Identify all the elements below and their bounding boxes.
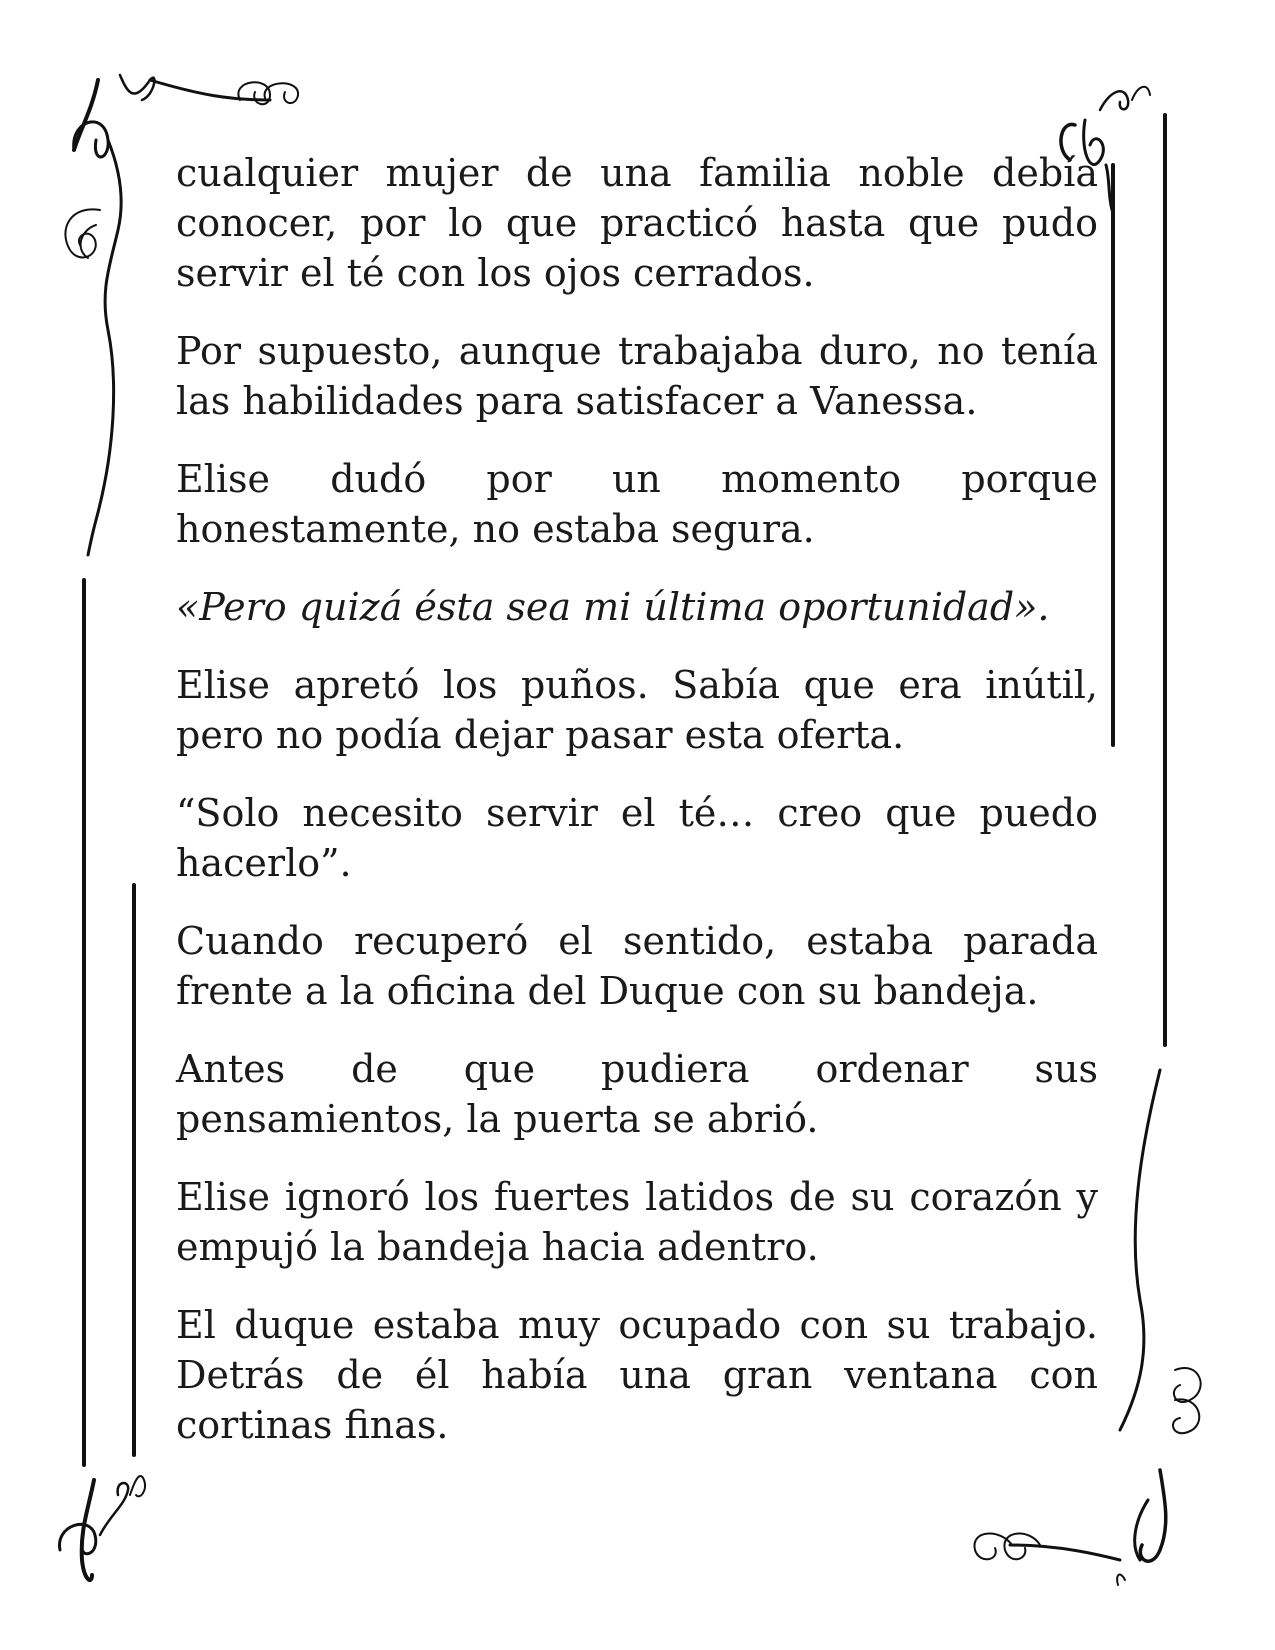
- paragraph: Elise apretó los puños. Sabía que era inútil, pero no podía dejar pasar esta oferta.: [176, 663, 1098, 757]
- paragraph: Elise dudó por un momento porque honestamente, no estaba segura.: [176, 457, 1098, 551]
- paragraph: Cuando recuperó el sentido, estaba parada frente a la oficina del Duque con su bandeja.: [176, 919, 1098, 1013]
- paragraph: “Solo necesito servir el té… creo que puedo hacerlo”.: [176, 791, 1098, 885]
- bottom-left-flourish-icon: [60, 1476, 146, 1580]
- paragraph: cualquier mujer de una familia noble debía conocer, por lo que practicó hasta que pudo servir el té con los ojos cerrados.: [176, 151, 1098, 295]
- story-text: [176, 148, 1098, 1478]
- paragraph: Elise ignoró los fuertes latidos de su corazón y empujó la bandeja hacia adentro.: [176, 1175, 1098, 1269]
- italic-thought-paragraph: «Pero quizá ésta sea mi última oportunidad».: [176, 585, 1050, 629]
- paragraph: Por supuesto, aunque trabajaba duro, no tenía las habilidades para satisfacer a Vanessa.: [176, 329, 1098, 423]
- paragraph: Antes de que pudiera ordenar sus pensamientos, la puerta se abrió.: [176, 1047, 1098, 1141]
- paragraph: El duque estaba muy ocupado con su trabajo. Detrás de él había una gran ventana con cortinas finas.: [176, 1303, 1098, 1447]
